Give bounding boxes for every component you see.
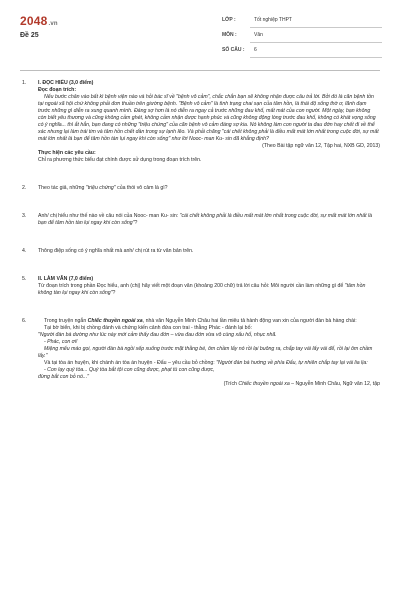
count-value: 6 <box>250 43 382 58</box>
question-1 <box>22 80 380 164</box>
question-text: Anh/ chị hiểu như thế nào về câu nói của Nooc- man Ku- sin: "cái chết không phải là điều mất mát lớn nhất trong cuộc đời, sự mất mát lớn nhất là bạn để tâm hồn tàn lụi ngay khi còn sống"? <box>38 213 373 226</box>
question-intro: Trong truyện ngắn Chiếc thuyền ngoài xa, nhà văn Nguyễn Minh Châu hai lần miêu tả hành động van xin của người đàn bà hàng chài: <box>44 318 357 324</box>
meta-row-level <box>222 13 382 28</box>
question-number: 1. <box>22 80 27 86</box>
read-label: Đọc đoạn trích: <box>38 87 77 93</box>
exam-content <box>22 80 380 391</box>
scene-1: Tại bờ biển, khi bị chồng đánh và chứng kiến cảnh đứa con trai - thằng Phác - đánh lại bố: <box>44 325 252 331</box>
question-6 <box>22 318 380 388</box>
question-3 <box>22 213 380 227</box>
scene-1-line: - Phác, con ơi! <box>44 339 78 345</box>
question-number: 2. <box>22 185 27 191</box>
passage-source: (Theo Bài tập ngữ văn 12, Tập hai, NXB GD, 2013) <box>262 143 380 149</box>
logo-tld: .vn <box>48 21 58 27</box>
level-value: Tốt nghiệp THPT <box>250 13 382 28</box>
subject-label: MÔN : <box>222 32 237 38</box>
section-title: I. ĐỌC HIỂU (3,0 điểm) <box>38 80 94 86</box>
subject-value: Văn <box>250 28 382 43</box>
meta-row-count <box>222 43 382 58</box>
passage: Nếu bước chân vào bất kì bệnh viện nào và hỏi bác sĩ về "bệnh vô cảm", chắc chắn bạn sẽ không nhận được câu trả lời. Bởi đó là căn bệnh tồn tại ngoài xã hội chứ không phải đơn thuần trên giường bệnh. "Bệnh vô cảm" là tình trạng chai sạn của tâm hồn, là thái độ sống thờ ơ, lãnh đạm trước những gì diễn ra xung quanh mình. Đáng sợ hơn là nó diễn ra ngay cả trước những đau khổ, mất mát của con người. Một ngày, bạn không còn biết yêu thương và cũng không cảm ghét, không cảm nhận được hạnh phúc và cũng không động lòng trước đau khổ, không có khát vọng sống có ý nghĩa... thì ắt hẳn, bạn đang có những "triệu chứng" của căn bệnh vô cảm đáng sợ kia. Nó không làm con người ta đau đớn hay chết đi về thể xác nhưng lại làm trái tim và tâm hồn chết dần trong sự lạnh lẽo. Và phải chăng "cái chết không phải là điều mất mát lớn nhất trong cuộc đời, sự mất mát lớn nhất là bạn để tâm hồn tàn lụi ngay khi còn sống" như lời Nooc- man Ku- sin đã khẳng định? <box>38 94 379 142</box>
site-logo[interactable] <box>20 14 58 28</box>
logo-text: 2048 <box>20 14 48 28</box>
question-4 <box>22 248 380 255</box>
task-text: Chỉ ra phương thức biểu đạt chính được sử dụng trong đoạn trích trên. <box>38 157 202 163</box>
exam-code: Đề 25 <box>20 32 39 39</box>
scene-2: Và tại tòa án huyện, khi chánh án tòa án huyện - Đẩu – yêu cầu bỏ chồng: "Người đàn bà hướng về phía Đẩu, tự nhiên chắp tay lại vái lia lịa: <box>44 360 368 366</box>
meta-row-subject <box>222 28 382 43</box>
header-divider <box>20 70 380 71</box>
question-number: 6. <box>22 318 27 324</box>
count-label: SỐ CÂU : <box>222 47 245 53</box>
question-5 <box>22 276 380 297</box>
excerpt-source: (Trích Chiếc thuyền ngoài xa – Nguyễn Minh Châu, Ngữ văn 12, tập <box>223 381 380 387</box>
question-text: Thông điệp sống có ý nghĩa nhất mà anh/ chị rút ra từ văn bản trên. <box>38 248 194 254</box>
question-text: Theo tác giả, những "triệu chứng" của thói vô cảm là gì? <box>38 185 168 191</box>
question-text: Từ đoạn trích trong phần Đọc hiểu, anh (chị) hãy viết một đoạn văn (khoảng 200 chữ) trả lời câu hỏi: Môi người cần làm những gì để "tâm hồn không tàn lụi ngay khi còn sống"? <box>38 283 366 296</box>
task-label: Thực hiện các yêu cầu: <box>38 150 96 156</box>
document-header <box>0 0 400 66</box>
scene-1-quote: "Người đàn bà dường như lúc này mới cảm thấy đau đớn – vừa đau đớn vừa vô cùng xấu hổ, nhục nhã. <box>38 332 277 338</box>
scene-1-line: Miệng mếu máo gọi, người đàn bà ngồi xếp xuống trước mặt thằng bé, ôm chầm lấy nó rồi lại buông ra, chắp tay vái lấy vái để, rồi lại ôm chầm lấy." <box>38 346 373 359</box>
question-number: 4. <box>22 248 27 254</box>
question-number: 5. <box>22 276 27 282</box>
section-title: II. LÀM VĂN (7,0 điểm) <box>38 276 94 282</box>
level-label: LỚP : <box>222 17 236 23</box>
scene-2-line: đừng bắt con bỏ nó..." <box>38 374 89 380</box>
question-number: 3. <box>22 213 27 219</box>
question-2 <box>22 185 380 192</box>
scene-2-line: - Con lạy quý tòa... Quý tòa bắt tội con cũng được, phạt tù con cũng được, <box>44 367 215 373</box>
exam-meta <box>222 13 382 58</box>
